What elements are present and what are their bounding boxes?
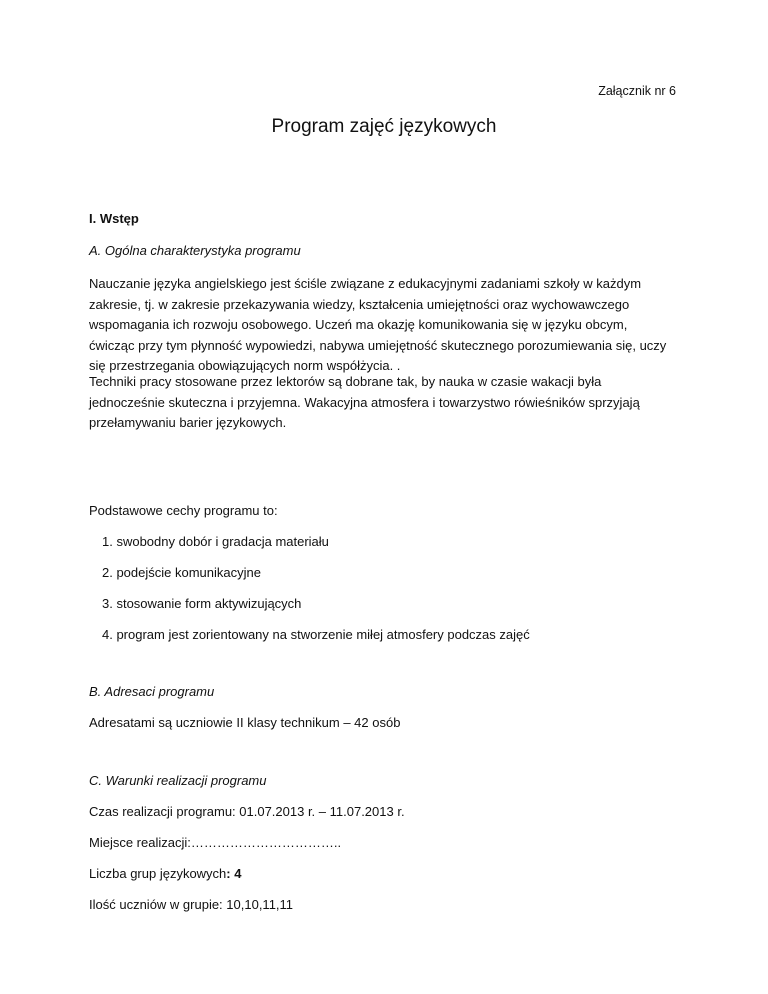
- students-per-group: Ilość uczniów w grupie: 10,10,11,11: [89, 897, 294, 912]
- annex-label: Załącznik nr 6: [598, 84, 676, 98]
- paragraph-line: jednocześnie skuteczna i przyjemna. Wakacyjna atmosfera i towarzystwo rówieśników sprzyjają: [89, 394, 640, 410]
- paragraph-characteristics: [89, 274, 689, 377]
- groups-count-label: Liczba grup językowych: [89, 866, 227, 881]
- realization-time: Czas realizacji programu: 01.07.2013 r. – 11.07.2013 r.: [89, 804, 405, 819]
- subsection-heading-b: B. Adresaci programu: [89, 684, 215, 699]
- paragraph-line: Techniki pracy stosowane przez lektorów są dobrane tak, by nauka w czasie wakacji była: [89, 374, 602, 389]
- paragraph-techniques: [89, 372, 689, 434]
- list-item: 1. swobodny dobór i gradacja materiału: [102, 534, 329, 549]
- paragraph-line: się przestrzegania obowiązujących norm współżycia. .: [89, 358, 401, 374]
- paragraph-line: Nauczanie języka angielskiego jest ściśle związane z edukacyjnymi zadaniami szkoły w każdym: [89, 276, 642, 291]
- realization-place: Miejsce realizacji:……………………………..: [89, 835, 342, 850]
- list-item: 2. podejście komunikacyjne: [102, 565, 261, 580]
- groups-count-line: [89, 864, 241, 884]
- paragraph-line: zakresie, tj. w zakresie przekazywania wiedzy, kształcenia umiejętności oraz wychowawczego: [89, 296, 630, 312]
- features-intro: Podstawowe cechy programu to:: [89, 503, 278, 518]
- paragraph-line: wspomagania ich rozwoju osobowego. Uczeń ma okazję komunikowania się w języku obcym,: [89, 317, 628, 333]
- list-item: 4. program jest zorientowany na stworzenie miłej atmosfery podczas zajęć: [102, 627, 530, 642]
- page-title: Program zajęć językowych: [271, 116, 497, 137]
- list-item: 3. stosowanie form aktywizujących: [102, 596, 302, 611]
- paragraph-line: ćwicząc przy tym płynność wypowiedzi, nabywa umiejętność skutecznego porozumiewania się, uczy: [89, 337, 667, 353]
- subsection-heading-a: A. Ogólna charakterystyka programu: [89, 243, 301, 258]
- addressees-text: Adresatami są uczniowie II klasy technikum – 42 osób: [89, 715, 401, 730]
- groups-count-value: : 4: [226, 866, 242, 881]
- section-heading-intro: I. Wstęp: [89, 211, 139, 226]
- subsection-heading-c: C. Warunki realizacji programu: [89, 773, 267, 788]
- paragraph-line: przełamywaniu barier językowych.: [89, 415, 287, 431]
